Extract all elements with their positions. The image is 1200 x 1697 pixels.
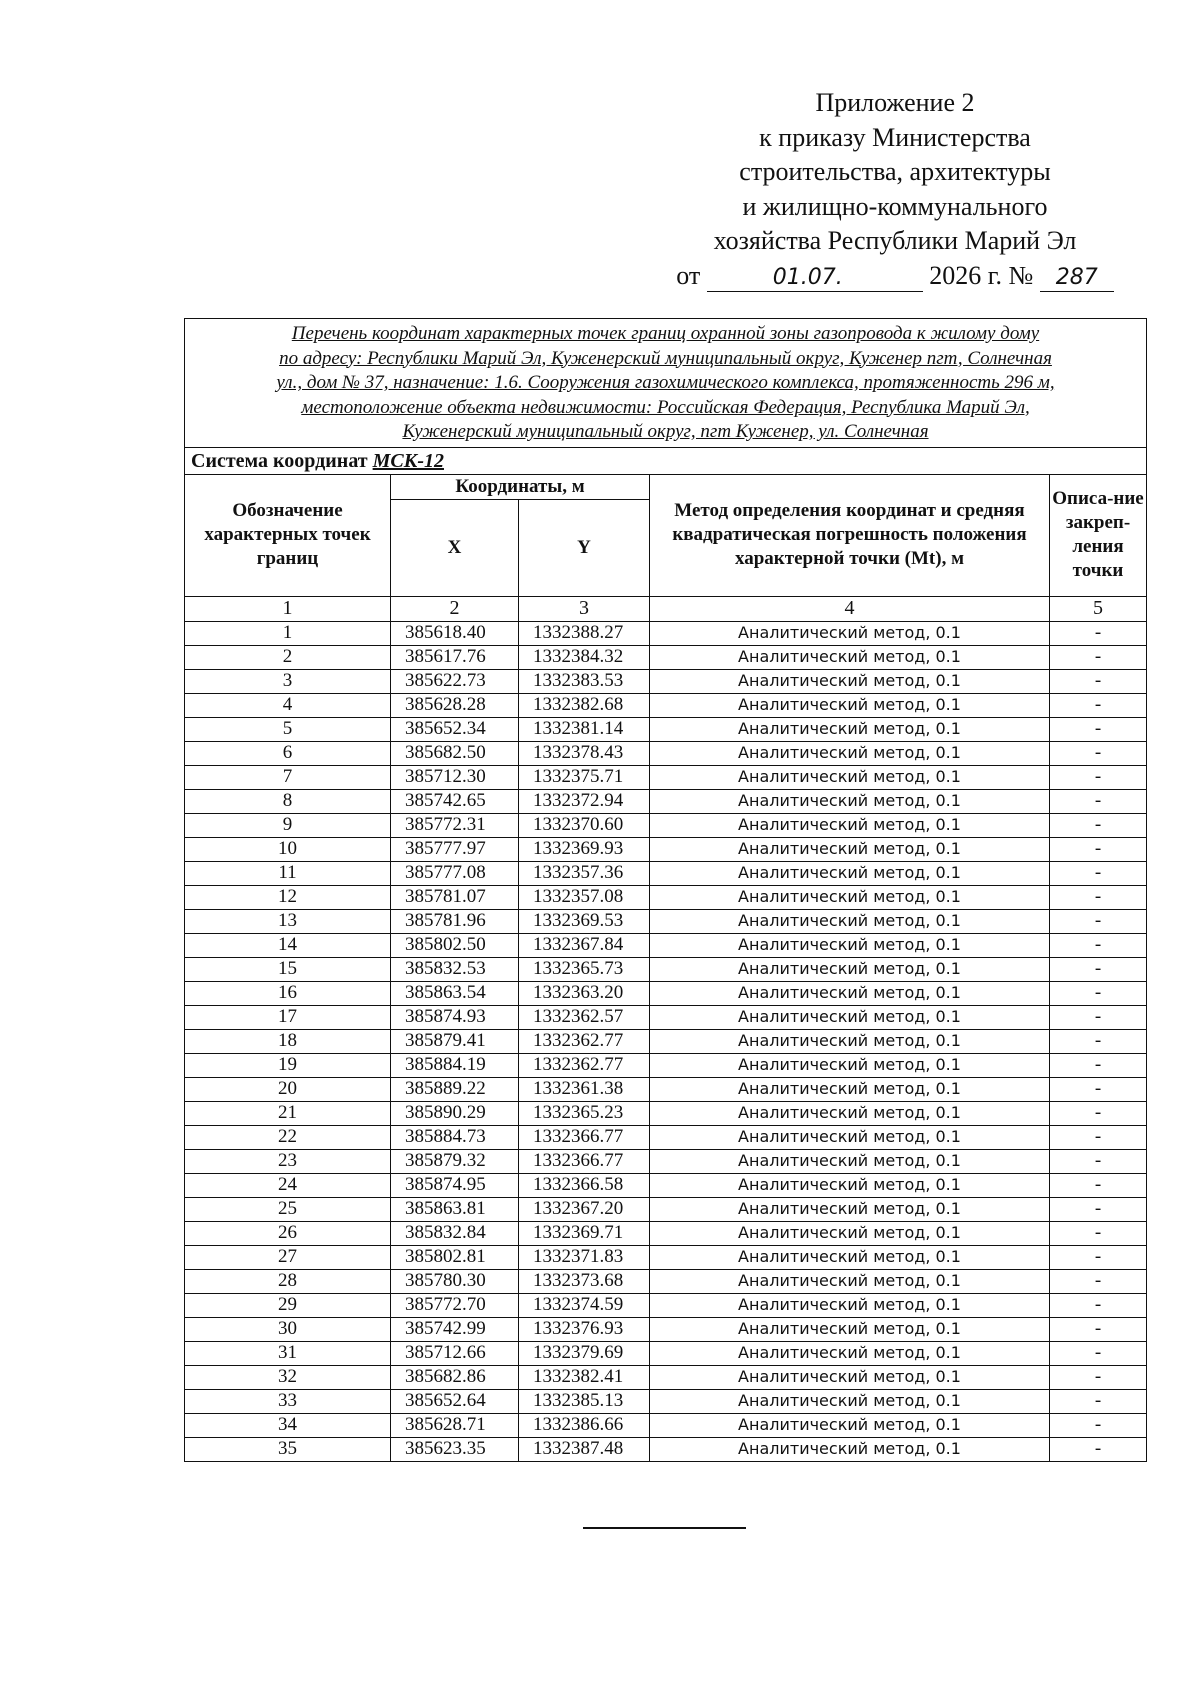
method-cell: Аналитический метод, 0.1 [650, 669, 1050, 693]
description-cell: - [1050, 1365, 1147, 1389]
description-cell: - [1050, 645, 1147, 669]
method-cell: Аналитический метод, 0.1 [650, 837, 1050, 861]
table-row [185, 765, 1147, 789]
description-cell: - [1050, 933, 1147, 957]
point-number-cell: 29 [185, 1293, 391, 1317]
method-cell: Аналитический метод, 0.1 [650, 1389, 1050, 1413]
description-cell: - [1050, 981, 1147, 1005]
x-coordinate-cell: 385879.32 [391, 1149, 519, 1173]
y-coordinate-cell: 1332362.57 [519, 1005, 650, 1029]
y-coordinate-cell: 1332381.14 [519, 717, 650, 741]
caption-line: местоположение объекта недвижимости: Российская Федерация, Республика Марий Эл, [301, 396, 1030, 418]
caption-line: по адресу: Республики Марий Эл, Куженерский муниципальный округ, Куженер пгт, Солнечная [279, 347, 1052, 369]
point-number-cell: 14 [185, 933, 391, 957]
description-cell: - [1050, 1269, 1147, 1293]
description-cell: - [1050, 957, 1147, 981]
y-coordinate-cell: 1332366.77 [519, 1149, 650, 1173]
point-number-cell: 26 [185, 1221, 391, 1245]
x-coordinate-cell: 385802.81 [391, 1245, 519, 1269]
table-row [185, 1341, 1147, 1365]
x-coordinate-cell: 385874.95 [391, 1173, 519, 1197]
y-coordinate-cell: 1332369.93 [519, 837, 650, 861]
y-coordinate-cell: 1332361.38 [519, 1077, 650, 1101]
table-row [185, 981, 1147, 1005]
table-body [185, 621, 1147, 1461]
point-number-cell: 24 [185, 1173, 391, 1197]
description-cell: - [1050, 1029, 1147, 1053]
table-row [185, 1149, 1147, 1173]
x-coordinate-cell: 385712.30 [391, 765, 519, 789]
y-coordinate-cell: 1332387.48 [519, 1437, 650, 1461]
point-number-cell: 25 [185, 1197, 391, 1221]
y-coordinate-cell: 1332386.66 [519, 1413, 650, 1437]
description-cell: - [1050, 861, 1147, 885]
y-coordinate-cell: 1332369.71 [519, 1221, 650, 1245]
method-cell: Аналитический метод, 0.1 [650, 957, 1050, 981]
point-number-cell: 3 [185, 669, 391, 693]
x-coordinate-cell: 385618.40 [391, 621, 519, 645]
method-cell: Аналитический метод, 0.1 [650, 741, 1050, 765]
year-label: 2026 г. № [929, 260, 1034, 290]
col-header-x: X [391, 499, 519, 596]
description-cell: - [1050, 1077, 1147, 1101]
y-coordinate-cell: 1332367.84 [519, 933, 650, 957]
table-row [185, 1293, 1147, 1317]
x-coordinate-cell: 385682.50 [391, 741, 519, 765]
description-cell: - [1050, 1317, 1147, 1341]
coordinate-system-label: Система координат [191, 449, 368, 472]
appendix-header [660, 86, 1130, 293]
x-coordinate-cell: 385682.86 [391, 1365, 519, 1389]
method-cell: Аналитический метод, 0.1 [650, 1413, 1050, 1437]
coordinates-table [184, 318, 1147, 1462]
coordinate-system-row [185, 447, 1147, 474]
point-number-cell: 28 [185, 1269, 391, 1293]
column-number: 1 [185, 596, 391, 621]
description-cell: - [1050, 621, 1147, 645]
description-cell: - [1050, 669, 1147, 693]
x-coordinate-cell: 385879.41 [391, 1029, 519, 1053]
method-cell: Аналитический метод, 0.1 [650, 693, 1050, 717]
x-coordinate-cell: 385781.96 [391, 909, 519, 933]
from-label: от [676, 260, 701, 290]
point-number-cell: 10 [185, 837, 391, 861]
point-number-cell: 16 [185, 981, 391, 1005]
y-coordinate-cell: 1332365.23 [519, 1101, 650, 1125]
column-number: 2 [391, 596, 519, 621]
y-coordinate-cell: 1332362.77 [519, 1029, 650, 1053]
description-cell: - [1050, 1197, 1147, 1221]
x-coordinate-cell: 385780.30 [391, 1269, 519, 1293]
x-coordinate-cell: 385652.64 [391, 1389, 519, 1413]
description-cell: - [1050, 765, 1147, 789]
handwritten-date: 01.07. [707, 265, 923, 292]
table-row [185, 885, 1147, 909]
x-coordinate-cell: 385884.19 [391, 1053, 519, 1077]
col-header-coordinates: Координаты, м [391, 474, 650, 499]
caption-line: Куженерский муниципальный округ, пгт Куженер, ул. Солнечная [402, 421, 929, 442]
x-coordinate-cell: 385772.70 [391, 1293, 519, 1317]
table-row [185, 1101, 1147, 1125]
description-cell: - [1050, 1125, 1147, 1149]
y-coordinate-cell: 1332388.27 [519, 621, 650, 645]
method-cell: Аналитический метод, 0.1 [650, 909, 1050, 933]
description-cell: - [1050, 1005, 1147, 1029]
method-cell: Аналитический метод, 0.1 [650, 1005, 1050, 1029]
x-coordinate-cell: 385802.50 [391, 933, 519, 957]
y-coordinate-cell: 1332366.58 [519, 1173, 650, 1197]
column-number-row [185, 596, 1147, 621]
x-coordinate-cell: 385874.93 [391, 1005, 519, 1029]
table-row [185, 933, 1147, 957]
x-coordinate-cell: 385777.97 [391, 837, 519, 861]
method-cell: Аналитический метод, 0.1 [650, 1101, 1050, 1125]
y-coordinate-cell: 1332376.93 [519, 1317, 650, 1341]
point-number-cell: 2 [185, 645, 391, 669]
table-row [185, 1245, 1147, 1269]
point-number-cell: 5 [185, 717, 391, 741]
col-header-method: Метод определения координат и средняя квадратическая погрешность положения характерной точки (Mt), м [650, 474, 1050, 596]
point-number-cell: 23 [185, 1149, 391, 1173]
table-row [185, 1053, 1147, 1077]
y-coordinate-cell: 1332372.94 [519, 789, 650, 813]
method-cell: Аналитический метод, 0.1 [650, 1221, 1050, 1245]
table-row [185, 1005, 1147, 1029]
method-cell: Аналитический метод, 0.1 [650, 1077, 1050, 1101]
method-cell: Аналитический метод, 0.1 [650, 813, 1050, 837]
table-row [185, 645, 1147, 669]
point-number-cell: 27 [185, 1245, 391, 1269]
method-cell: Аналитический метод, 0.1 [650, 1245, 1050, 1269]
point-number-cell: 4 [185, 693, 391, 717]
method-cell: Аналитический метод, 0.1 [650, 1125, 1050, 1149]
description-cell: - [1050, 1173, 1147, 1197]
method-cell: Аналитический метод, 0.1 [650, 1437, 1050, 1461]
point-number-cell: 13 [185, 909, 391, 933]
point-number-cell: 9 [185, 813, 391, 837]
method-cell: Аналитический метод, 0.1 [650, 1197, 1050, 1221]
table-row [185, 813, 1147, 837]
method-cell: Аналитический метод, 0.1 [650, 717, 1050, 741]
y-coordinate-cell: 1332363.20 [519, 981, 650, 1005]
description-cell: - [1050, 1221, 1147, 1245]
point-number-cell: 1 [185, 621, 391, 645]
table-caption [185, 319, 1147, 448]
table-row [185, 693, 1147, 717]
x-coordinate-cell: 385884.73 [391, 1125, 519, 1149]
table-row [185, 837, 1147, 861]
method-cell: Аналитический метод, 0.1 [650, 933, 1050, 957]
table-row [185, 1221, 1147, 1245]
col-header-y: Y [519, 499, 650, 596]
y-coordinate-cell: 1332385.13 [519, 1389, 650, 1413]
method-cell: Аналитический метод, 0.1 [650, 765, 1050, 789]
col-header-point: Обозначение характерных точек границ [185, 474, 391, 596]
point-number-cell: 32 [185, 1365, 391, 1389]
point-number-cell: 15 [185, 957, 391, 981]
x-coordinate-cell: 385742.99 [391, 1317, 519, 1341]
point-number-cell: 31 [185, 1341, 391, 1365]
table-row [185, 1269, 1147, 1293]
column-number: 3 [519, 596, 650, 621]
description-cell: - [1050, 1053, 1147, 1077]
description-cell: - [1050, 885, 1147, 909]
point-number-cell: 30 [185, 1317, 391, 1341]
y-coordinate-cell: 1332371.83 [519, 1245, 650, 1269]
ministry-line-2: и жилищно-коммунального [742, 191, 1048, 221]
table-row [185, 909, 1147, 933]
table-row [185, 789, 1147, 813]
description-cell: - [1050, 1101, 1147, 1125]
point-number-cell: 21 [185, 1101, 391, 1125]
point-number-cell: 8 [185, 789, 391, 813]
description-cell: - [1050, 1437, 1147, 1461]
y-coordinate-cell: 1332365.73 [519, 957, 650, 981]
table-row [185, 1317, 1147, 1341]
description-cell: - [1050, 789, 1147, 813]
method-cell: Аналитический метод, 0.1 [650, 885, 1050, 909]
description-cell: - [1050, 1245, 1147, 1269]
description-cell: - [1050, 717, 1147, 741]
x-coordinate-cell: 385628.71 [391, 1413, 519, 1437]
x-coordinate-cell: 385772.31 [391, 813, 519, 837]
method-cell: Аналитический метод, 0.1 [650, 1341, 1050, 1365]
method-cell: Аналитический метод, 0.1 [650, 1173, 1050, 1197]
point-number-cell: 6 [185, 741, 391, 765]
y-coordinate-cell: 1332382.41 [519, 1365, 650, 1389]
x-coordinate-cell: 385628.28 [391, 693, 519, 717]
method-cell: Аналитический метод, 0.1 [650, 1149, 1050, 1173]
table-row [185, 1389, 1147, 1413]
table-row [185, 1173, 1147, 1197]
point-number-cell: 19 [185, 1053, 391, 1077]
appendix-title: Приложение 2 [815, 88, 975, 117]
y-coordinate-cell: 1332357.08 [519, 885, 650, 909]
method-cell: Аналитический метод, 0.1 [650, 789, 1050, 813]
end-divider-line [583, 1527, 746, 1529]
description-cell: - [1050, 741, 1147, 765]
x-coordinate-cell: 385863.81 [391, 1197, 519, 1221]
point-number-cell: 12 [185, 885, 391, 909]
table-row [185, 717, 1147, 741]
table-row [185, 669, 1147, 693]
y-coordinate-cell: 1332382.68 [519, 693, 650, 717]
table-row [185, 957, 1147, 981]
caption-line: ул., дом № 37, назначение: 1.6. Сооружения газохимического комплекса, протяженность 296 м, [276, 372, 1055, 393]
method-cell: Аналитический метод, 0.1 [650, 1293, 1050, 1317]
y-coordinate-cell: 1332383.53 [519, 669, 650, 693]
method-cell: Аналитический метод, 0.1 [650, 981, 1050, 1005]
x-coordinate-cell: 385712.66 [391, 1341, 519, 1365]
x-coordinate-cell: 385832.53 [391, 957, 519, 981]
order-date-line [660, 259, 1130, 294]
x-coordinate-cell: 385742.65 [391, 789, 519, 813]
coordinate-system-value: МСК-12 [372, 449, 444, 472]
y-coordinate-cell: 1332384.32 [519, 645, 650, 669]
y-coordinate-cell: 1332366.77 [519, 1125, 650, 1149]
x-coordinate-cell: 385863.54 [391, 981, 519, 1005]
method-cell: Аналитический метод, 0.1 [650, 1317, 1050, 1341]
order-reference-line: к приказу Министерства [759, 122, 1031, 152]
description-cell: - [1050, 1293, 1147, 1317]
x-coordinate-cell: 385890.29 [391, 1101, 519, 1125]
method-cell: Аналитический метод, 0.1 [650, 1053, 1050, 1077]
table-row [185, 1077, 1147, 1101]
method-cell: Аналитический метод, 0.1 [650, 861, 1050, 885]
table-row [185, 1365, 1147, 1389]
x-coordinate-cell: 385652.34 [391, 717, 519, 741]
column-number: 5 [1050, 596, 1147, 621]
description-cell: - [1050, 1413, 1147, 1437]
description-cell: - [1050, 909, 1147, 933]
y-coordinate-cell: 1332374.59 [519, 1293, 650, 1317]
y-coordinate-cell: 1332369.53 [519, 909, 650, 933]
handwritten-order-number: 287 [1040, 265, 1114, 292]
column-number: 4 [650, 596, 1050, 621]
y-coordinate-cell: 1332378.43 [519, 741, 650, 765]
table-row [185, 1029, 1147, 1053]
y-coordinate-cell: 1332373.68 [519, 1269, 650, 1293]
y-coordinate-cell: 1332357.36 [519, 861, 650, 885]
point-number-cell: 33 [185, 1389, 391, 1413]
description-cell: - [1050, 837, 1147, 861]
table-row [185, 741, 1147, 765]
caption-line: Перечень координат характерных точек границ охранной зоны газопровода к жилому дому [291, 323, 1040, 344]
y-coordinate-cell: 1332375.71 [519, 765, 650, 789]
y-coordinate-cell: 1332367.20 [519, 1197, 650, 1221]
y-coordinate-cell: 1332362.77 [519, 1053, 650, 1077]
method-cell: Аналитический метод, 0.1 [650, 645, 1050, 669]
method-cell: Аналитический метод, 0.1 [650, 1269, 1050, 1293]
col-header-description: Описа-ние закреп-ления точки [1050, 474, 1147, 596]
point-number-cell: 7 [185, 765, 391, 789]
description-cell: - [1050, 693, 1147, 717]
point-number-cell: 22 [185, 1125, 391, 1149]
point-number-cell: 18 [185, 1029, 391, 1053]
method-cell: Аналитический метод, 0.1 [650, 1365, 1050, 1389]
x-coordinate-cell: 385623.35 [391, 1437, 519, 1461]
method-cell: Аналитический метод, 0.1 [650, 1029, 1050, 1053]
x-coordinate-cell: 385889.22 [391, 1077, 519, 1101]
ministry-line-1: строительства, архитектуры [739, 157, 1051, 186]
table-row [185, 1197, 1147, 1221]
table-row [185, 1413, 1147, 1437]
x-coordinate-cell: 385832.84 [391, 1221, 519, 1245]
x-coordinate-cell: 385777.08 [391, 861, 519, 885]
x-coordinate-cell: 385622.73 [391, 669, 519, 693]
description-cell: - [1050, 1341, 1147, 1365]
x-coordinate-cell: 385781.07 [391, 885, 519, 909]
table-row [185, 621, 1147, 645]
table-row [185, 861, 1147, 885]
ministry-line-3: хозяйства Республики Марий Эл [713, 226, 1077, 255]
description-cell: - [1050, 1149, 1147, 1173]
x-coordinate-cell: 385617.76 [391, 645, 519, 669]
y-coordinate-cell: 1332370.60 [519, 813, 650, 837]
point-number-cell: 20 [185, 1077, 391, 1101]
table-row [185, 1437, 1147, 1461]
description-cell: - [1050, 1389, 1147, 1413]
point-number-cell: 35 [185, 1437, 391, 1461]
point-number-cell: 34 [185, 1413, 391, 1437]
description-cell: - [1050, 813, 1147, 837]
point-number-cell: 17 [185, 1005, 391, 1029]
table-row [185, 1125, 1147, 1149]
y-coordinate-cell: 1332379.69 [519, 1341, 650, 1365]
method-cell: Аналитический метод, 0.1 [650, 621, 1050, 645]
point-number-cell: 11 [185, 861, 391, 885]
